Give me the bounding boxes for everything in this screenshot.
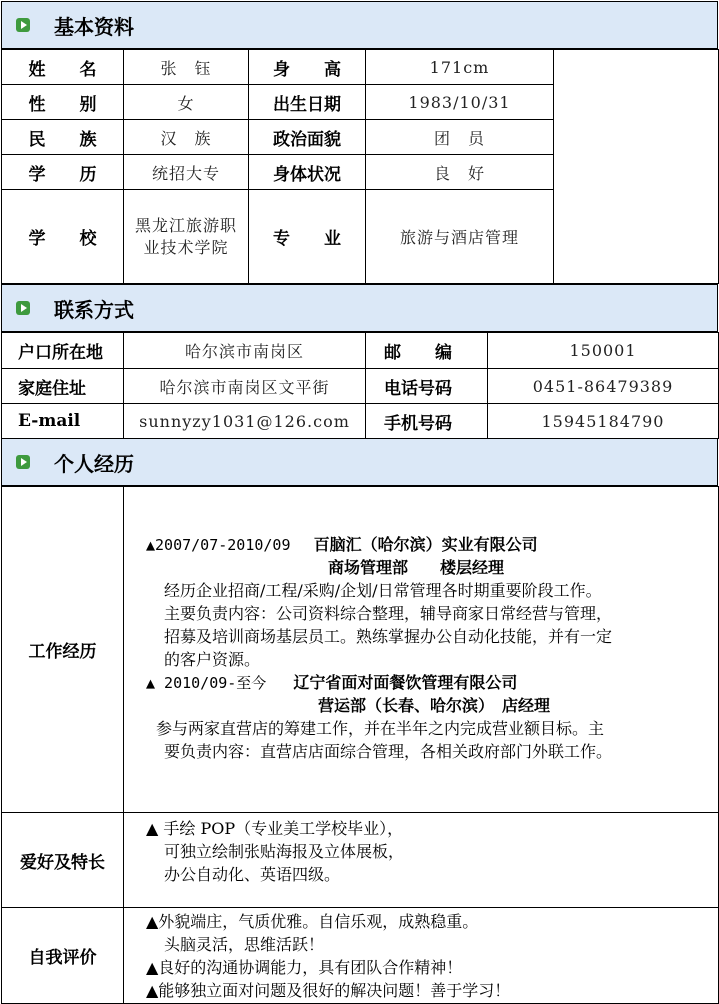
gender-value: 女 [124,85,249,120]
section-header-experience [1,438,718,486]
address-label: 家庭住址 [2,369,124,404]
experience-table [1,486,719,1004]
phone-value: 0451-86479389 [488,369,719,404]
job1-desc-line: 的客户资源。 [164,650,261,669]
job1-header [146,533,718,556]
self-eval-line: ▲能够独立面对问题及很好的解决问题！善于学习！ [146,981,511,1000]
hukou-value: 哈尔滨市南岗区 [124,333,366,369]
job2-desc-line: 要负责内容：直营店店面综合管理，各相关政府部门外联工作。 [164,742,613,761]
name-label: 姓 名 [2,50,124,85]
education-value: 统招大专 [124,155,249,190]
hobby-label: 爱好及特长 [2,813,124,908]
major-label: 专 业 [249,190,366,284]
email-label: E-mail [2,404,124,439]
job2-company: 辽宁省面对面餐饮管理有限公司 [293,673,518,692]
hobby-content [124,813,719,908]
section-header-contact [1,284,718,332]
major-value: 旅游与酒店管理 [366,190,554,284]
gender-label: 性 别 [2,85,124,120]
height-value: 171cm [366,50,554,85]
basic-info-table [1,49,719,284]
email-value: sunnyzy1031@126.com [124,404,366,439]
phone-label: 电话号码 [366,369,488,404]
profile-photo [554,50,719,284]
section-title: 个人经历 [54,451,134,476]
job1-desc-line: 经历企业招商/工程/采购/企划/日常管理各时期重要阶段工作。 [164,581,602,600]
politics-label: 政治面貌 [249,120,366,155]
hobby-line: 办公自动化、英语四级。 [164,865,341,884]
zip-value: 150001 [488,333,719,369]
job1-position: 商场管理部 楼层经理 [328,558,505,577]
school-line: 黑龙江旅游职 [134,215,237,235]
job2-desc-line: 参与两家直营店的筹建工作，并在半年之内完成营业额目标。主 [156,719,605,738]
birth-value: 1983/10/31 [366,85,554,120]
zip-label: 邮 编 [366,333,488,369]
self-eval-line: 头脑灵活，思维活跃！ [164,935,325,954]
section-header-basic [1,1,718,49]
self-eval-label: 自我评价 [2,908,124,1004]
arrow-icon [16,18,30,32]
birth-label: 出生日期 [249,85,366,120]
education-label: 学 历 [2,155,124,190]
school-line: 业技术学院 [143,237,229,257]
section-title: 联系方式 [54,297,134,322]
address-value: 哈尔滨市南岗区文平街 [124,369,366,404]
school-label: 学 校 [2,190,124,284]
health-label: 身体状况 [249,155,366,190]
job2-position: 营运部（长春、哈尔滨） 店经理 [318,696,551,715]
section-title: 基本资料 [54,14,134,39]
job1-company: 百脑汇（哈尔滨）实业有限公司 [313,535,538,554]
arrow-icon [16,455,30,469]
contact-table [1,332,719,439]
hukou-label: 户口所在地 [2,333,124,369]
hobby-line: 可独立绘制张贴海报及立体展板， [164,842,405,861]
mobile-label: 手机号码 [366,404,488,439]
school-value [124,190,249,284]
work-label: 工作经历 [2,487,124,813]
hobby-line: ▲ 手绘 POP（专业美工学校毕业）， [146,819,404,838]
politics-value: 团 员 [366,120,554,155]
job1-period: ▲2007/07-2010/09 [146,536,291,554]
work-content [124,487,719,813]
height-label: 身 高 [249,50,366,85]
job2-header [146,671,718,694]
self-eval-content [124,908,719,1004]
job1-desc-line: 主要负责内容：公司资料综合整理，辅导商家日常经营与管理， [164,604,613,623]
self-eval-line: ▲良好的沟通协调能力，具有团队合作精神！ [146,958,463,977]
job2-period: ▲ 2010/09-至今 [146,674,267,692]
self-eval-line: ▲外貌端庄，气质优雅。自信乐观，成熟稳重。 [146,912,479,931]
name-value: 张 钰 [124,50,249,85]
arrow-icon [16,301,30,315]
job1-desc-line: 招募及培训商场基层员工。熟练掌握办公自动化技能，并有一定 [164,627,613,646]
mobile-value: 15945184790 [488,404,719,439]
ethnicity-label: 民 族 [2,120,124,155]
ethnicity-value: 汉 族 [124,120,249,155]
health-value: 良 好 [366,155,554,190]
